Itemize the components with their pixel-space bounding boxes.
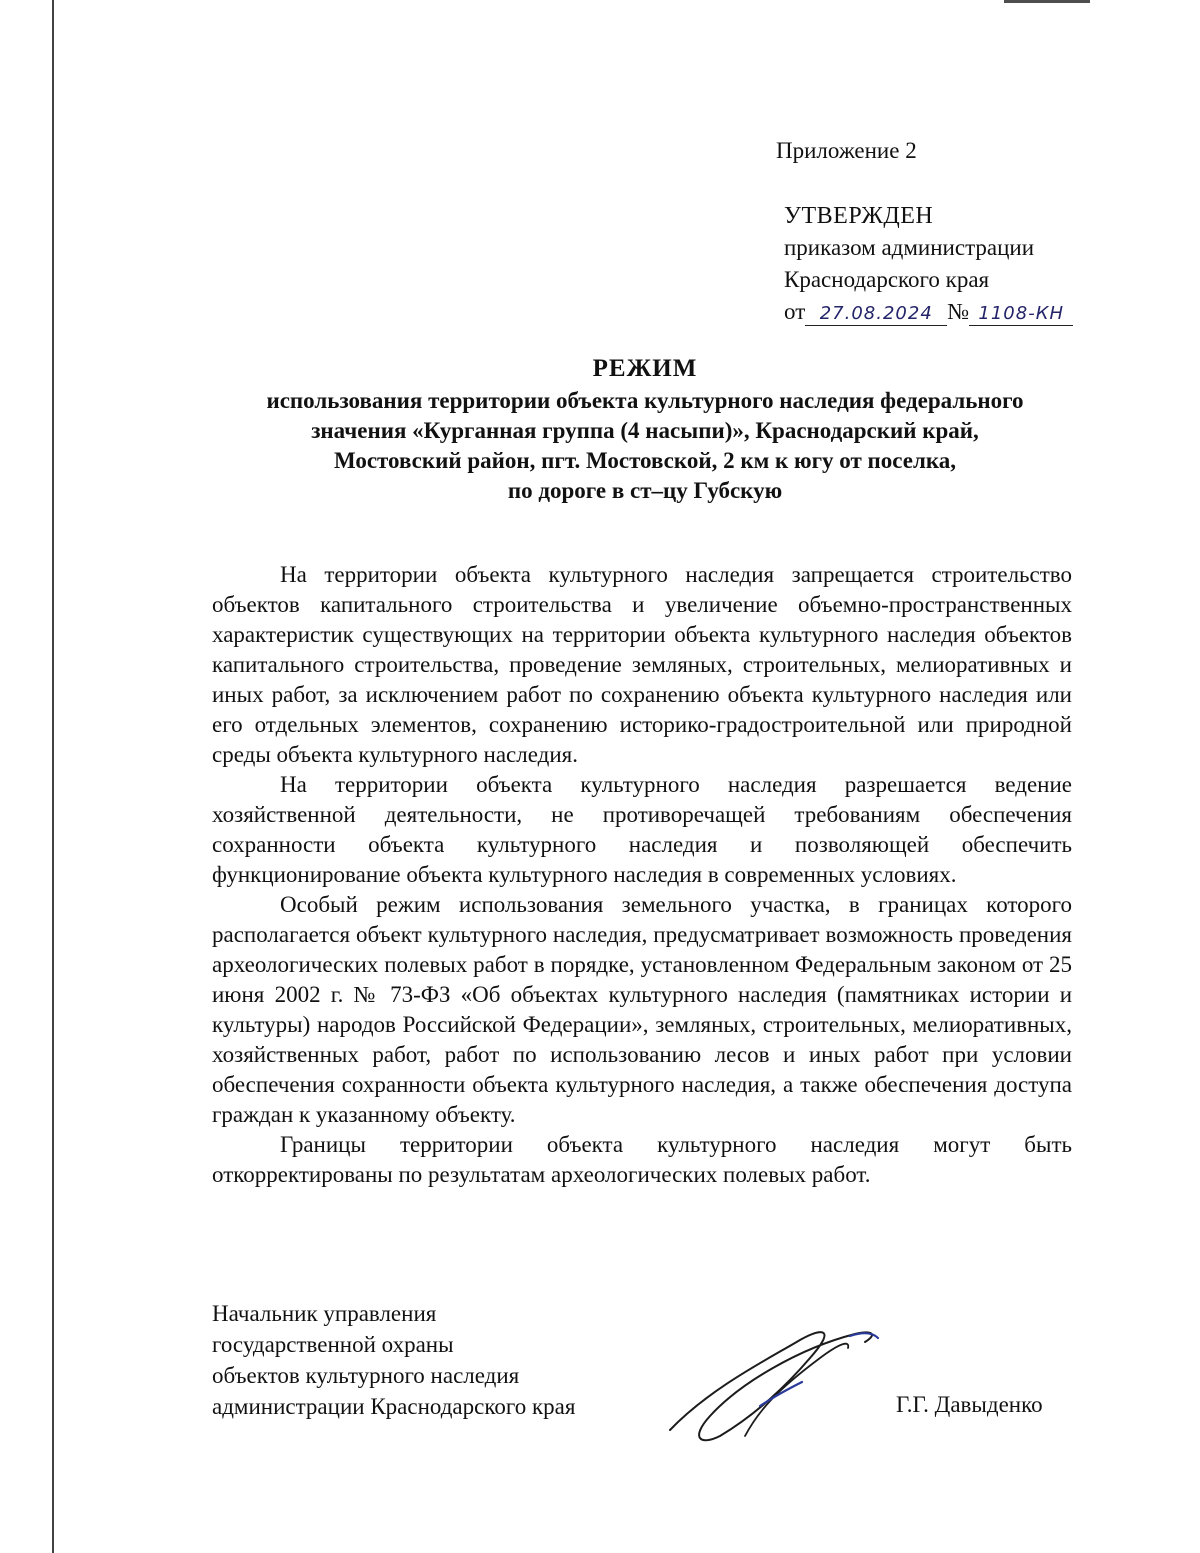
approved-heading: УТВЕРЖДЕН	[784, 203, 934, 229]
document-title-block	[200, 352, 1090, 506]
approval-line-1: приказом администрации	[784, 235, 1035, 260]
document-body	[212, 560, 1072, 1190]
approval-date-number-row	[784, 296, 1073, 328]
date-prefix: от	[784, 299, 806, 324]
appendix-label: Приложение 2	[776, 138, 917, 163]
number-prefix: №	[947, 299, 970, 324]
signatory-line-1: Начальник управления	[212, 1301, 437, 1326]
signatory-name: Г.Г. Давыденко	[896, 1392, 1043, 1417]
handwritten-number: 1108-КН	[969, 303, 1073, 326]
subtitle-line-4: по дороге в ст–цу Губскую	[507, 478, 783, 503]
paragraph-4: Границы территории объекта культурного наследия могут быть откорректированы по результатам археологических полевых работ.	[212, 1132, 1072, 1187]
document-title: РЕЖИМ	[592, 355, 698, 382]
paragraph-3: Особый режим использования земельного участка, в границах которого располагается объект культурного наследия, предусматривает возможность проведения археологических полевых работ в порядке, установленном Федеральным законом от 25 июня 2002 г. № 73-ФЗ «Об объектах культурного наследия (памятниках истории и культуры) народов Российской Федерации», земляных, строительных, мелиоративных, хозяйственных работ, работ по использованию лесов и иных работ при условии обеспечения сохранности объекта культурного наследия, а также обеспечения доступа граждан к указанному объекту.	[212, 892, 1072, 1127]
signatory-position	[212, 1298, 575, 1422]
approval-stamp-block	[784, 200, 1073, 328]
scan-edge-line	[52, 0, 54, 1553]
subtitle-line-1: использования территории объекта культурного наследия федерального	[266, 388, 1024, 413]
paragraph-1: На территории объекта культурного наследия запрещается строительство объектов капитального строительства и увеличение объемно-пространственных характеристик существующих на территории объекта культурного наследия объектов капитального строительства, проведение земляных, строительных, мелиоративных и иных работ, за исключением работ по сохранению объекта культурного наследия или его отдельных элементов, сохранению историко-градостроительной или природной среды объекта культурного наследия.	[212, 562, 1072, 767]
signatory-line-3: объектов культурного наследия	[212, 1363, 520, 1388]
paragraph-2: На территории объекта культурного наследия разрешается ведение хозяйственной деятельности, не противоречащей требованиям обеспечения сохранности объекта культурного наследия и позволяющей обеспечить функционирование объекта культурного наследия в современных условиях.	[212, 772, 1072, 887]
scan-top-mark	[1004, 0, 1090, 3]
signatory-line-4: администрации Краснодарского края	[212, 1394, 576, 1419]
subtitle-line-3: Мостовский район, пгт. Мостовской, 2 км к югу от поселка,	[333, 448, 957, 473]
subtitle-line-2: значения «Курганная группа (4 насыпи)», Краснодарский край,	[311, 418, 979, 443]
handwritten-signature	[650, 1318, 890, 1448]
handwritten-date: 27.08.2024	[805, 303, 947, 326]
signatory-line-2: государственной охраны	[212, 1332, 454, 1357]
approval-line-2: Краснодарского края	[784, 267, 990, 292]
